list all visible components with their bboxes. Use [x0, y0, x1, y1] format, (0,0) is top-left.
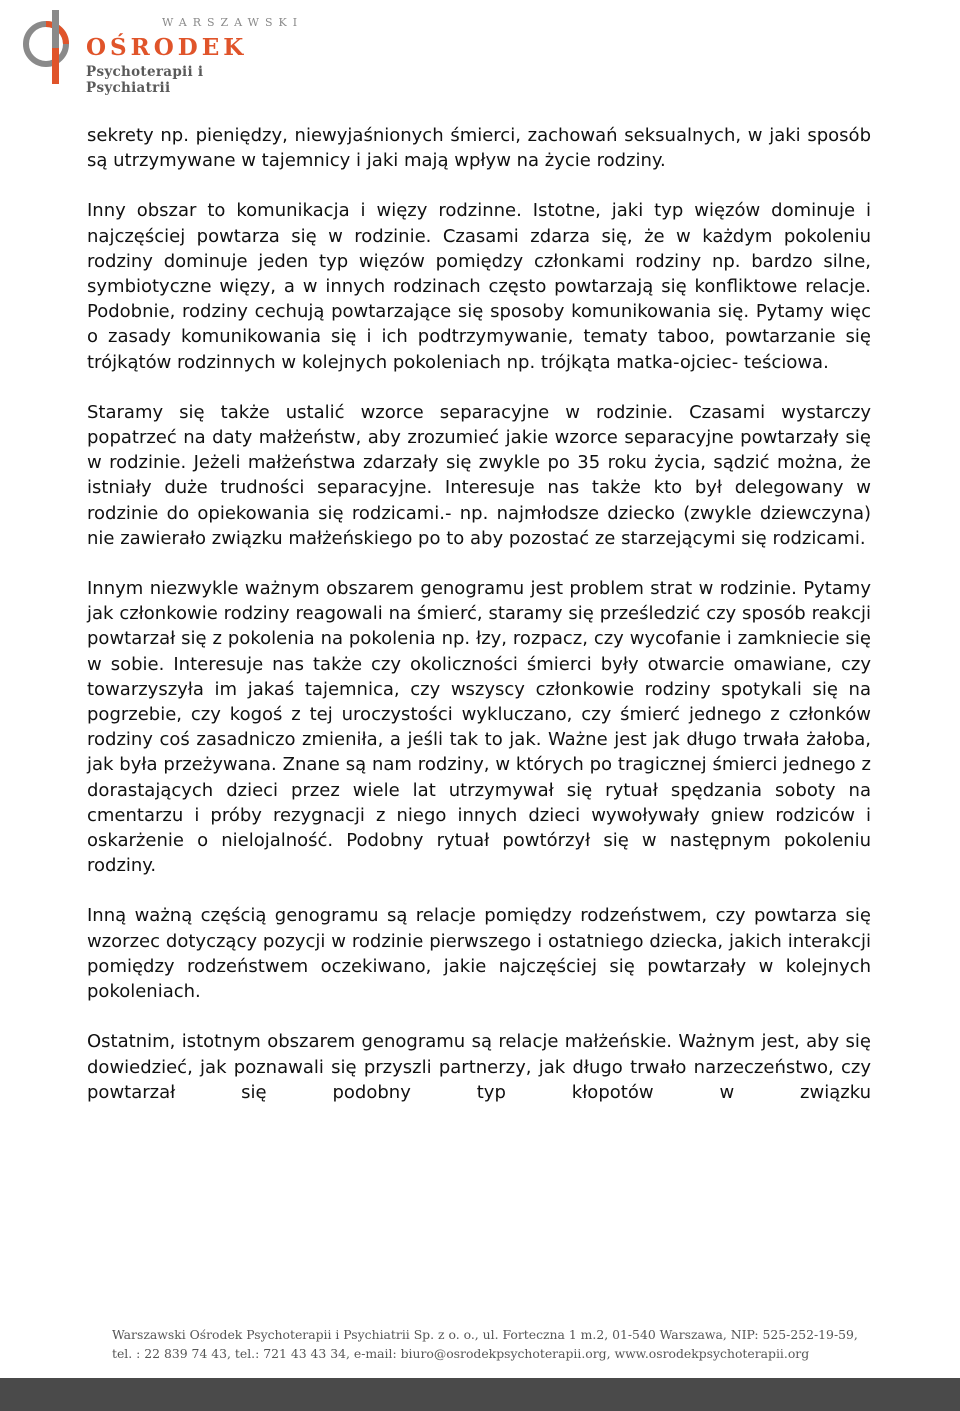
paragraph-5: Inną ważną częścią genogramu są relacje pomiędzy rodzeństwem, czy powtarza się wzorzec dotyczący pozycji w rodzinie pierwszego i ostatniego dziecka, jakich interakcji pomiędzy rodzeństwem oczekiwano, jakie najczęściej się powtarzały w kolejnych pokoleniach.	[87, 905, 871, 1003]
page-footer	[112, 1325, 872, 1363]
paragraph-4: Innym niezwykle ważnym obszarem genogramu jest problem strat w rodzinie. Pytamy jak członkowie rodziny reagowali na śmierć, staramy się prześledzić czy sposób reakcji powtarzał się z pokolenia na pokolenia np. łzy, rozpacz, czy wycofanie i zamkniecie się w sobie. Interesuje nas także czy okoliczności śmierci były otwarcie omawiane, czy towarzyszyła im jakaś tajemnica, czy wszyscy członkowie rodziny spotykali się na pogrzebie, czy kogoś z tej uroczystości wykluczano, czy śmierć jednego z członków rodziny coś zasadniczo zmieniła, a jeśli tak to jak. Ważne jest jak długo trwała żałoba, jak była przeżywana. Znane są nam rodziny, w których po tragicznej śmierci jednego z dorastających dzieci przez wiele lat utrzymywał się rytuał spędzania soboty na cmentarzu i próby rezygnacji z niego innych dzieci wywoływały gniew rodziców i oskarżenie o nielojalność. Podobny rytuał powtórzył się w następnym pokoleniu rodziny.	[87, 578, 871, 877]
paragraph-2: Inny obszar to komunikacja i więzy rodzinne. Istotne, jaki typ więzów dominuje i najczęściej powtarza się w rodzinie. Czasami zdarza się, że w każdym pokoleniu rodziny dominuje jeden typ więzów pomiędzy członkami rodziny np. bardzo silne, symbiotyczne więzy, a w innych rodzinach często powtarzają się konfliktowe relacje. Podobnie, rodziny cechują powtarzające się sposoby komunikowania się. Pytamy więc o zasady komunikowania się i ich podtrzymywanie, tematy taboo, powtarzanie się trójkątów rodzinnych w kolejnych pokoleniach np. trójkąta matka-ojciec- teściowa.	[87, 200, 871, 373]
logo-line-3: Psychoterapii i Psychiatrii	[86, 64, 204, 96]
phi-logo-icon	[22, 8, 86, 86]
bottom-bar	[0, 1378, 960, 1411]
logo	[22, 8, 304, 96]
paragraph-6: Ostatnim, istotnym obszarem genogramu są relacje małżeńskie. Ważnym jest, aby się dowiedzieć, jak poznawali się przyszli partnerzy, jak długo trwało narzeczeństwo, czy powtarzał się podobny typ kłopotów w związku	[87, 1031, 871, 1103]
document-body	[87, 123, 871, 1130]
paragraph-1: sekrety np. pieniędzy, niewyjaśnionych śmierci, zachowań seksualnych, w jaki sposób są utrzymywane w tajemnicy i jaki mają wpływ na życie rodziny.	[87, 125, 871, 172]
footer-line-2: tel. : 22 839 74 43, tel.: 721 43 43 34, e-mail: biuro@osrodekpsychoterapii.org, www.osrodekpsychoterapii.org	[112, 1346, 810, 1361]
logo-line-2: OŚRODEK	[86, 34, 248, 61]
paragraph-3: Staramy się także ustalić wzorce separacyjne w rodzinie. Czasami wystarczy popatrzeć na daty małżeństw, aby zrozumieć jakie wzorce separacyjne powtarzały się w rodzinie. Jeżeli małżeństwa zdarzały się zwykle po 35 roku życia, sądzić można, że istniały duże trudności separacyjne. Interesuje nas także kto był delegowany w rodzinie do opiekowania się rodzicami.- np. najmłodsze dziecko (zwykle dziewczyna) nie zawierało związku małżeńskiego po to aby pozostać ze starzejącymi się rodzicami.	[87, 401, 871, 549]
logo-line-1: WARSZAWSKI	[162, 16, 304, 29]
footer-line-1: Warszawski Ośrodek Psychoterapii i Psychiatrii Sp. z o. o., ul. Forteczna 1 m.2, 01-540 Warszawa, NIP: 525-252-19-59,	[112, 1327, 858, 1342]
